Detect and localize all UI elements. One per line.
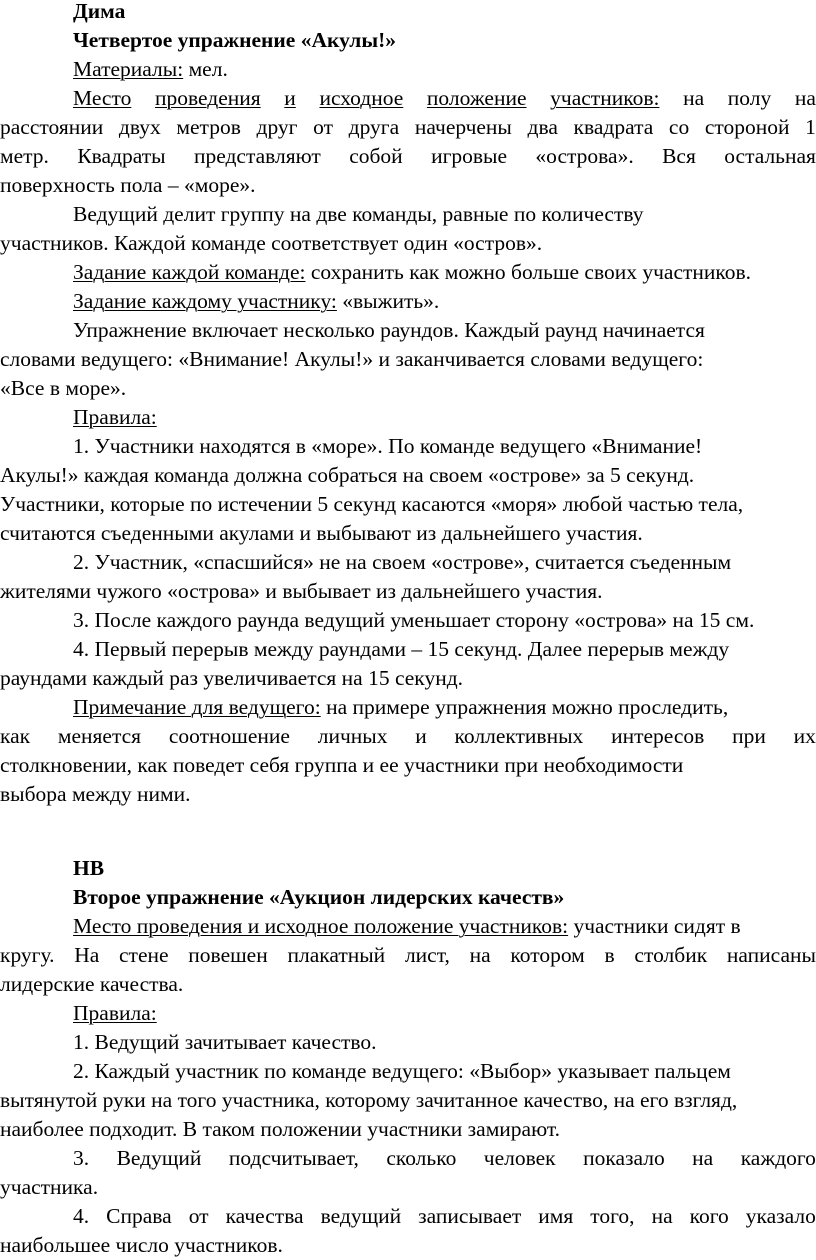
word: подсчитывает, (228, 1146, 359, 1170)
participant-task-label: Задание каждому участнику: (73, 289, 337, 313)
paragraph-text: лидерские качества. (0, 972, 184, 996)
rules-label: Правила: (73, 405, 157, 429)
word: личных (317, 724, 388, 748)
word: имя (538, 1204, 574, 1228)
rule-line (0, 1231, 816, 1260)
rule-text: раундами каждый раз увеличивается на 15 секунд. (0, 666, 464, 690)
word: Вся (662, 144, 696, 168)
rule-line (0, 1028, 816, 1057)
paragraph-line (0, 113, 816, 142)
word: повешен (188, 943, 268, 967)
rule-line (0, 490, 816, 519)
rule-text: 2. Каждый участник по команде ведущего: «Выбор» указывает пальцем (73, 1059, 731, 1083)
paragraph-line (0, 84, 816, 113)
word: написаны (726, 943, 816, 967)
word: двух (118, 115, 161, 139)
rule-line (0, 1202, 816, 1231)
word: «острова». (535, 144, 634, 168)
word: лист, (404, 943, 450, 967)
word: и (284, 86, 296, 110)
word: друга (348, 115, 400, 139)
word: сколько (386, 1146, 457, 1170)
word: исходное (319, 86, 404, 110)
rule-text: жителями чужого «острова» и выбывает из дальнейшего участия. (0, 579, 603, 603)
word: на (692, 1146, 714, 1170)
rule-text: участника. (0, 1175, 99, 1199)
word: записывает (418, 1204, 522, 1228)
rule-text: 1. Участники находятся в «море». По команде ведущего «Внимание! (73, 434, 703, 458)
word: меняется (57, 724, 142, 748)
rule-text: 2. Участник, «спасшийся» не на своем «острове», считается съеденным (73, 550, 732, 574)
rule-line (0, 635, 816, 664)
note-line (0, 693, 816, 722)
rules-label: Правила: (73, 1001, 157, 1025)
word: участников: (550, 86, 660, 110)
note-line (0, 751, 816, 780)
rule-text: 1. Ведущий зачитывает качество. (73, 1030, 377, 1054)
paragraph-line (0, 316, 816, 345)
team-task-line (0, 258, 816, 287)
rule-line (0, 1115, 816, 1144)
rule-line (0, 606, 816, 635)
paragraph-line (0, 171, 816, 200)
rule-line (0, 664, 816, 693)
author-name: НВ (73, 856, 105, 880)
section-gap (0, 809, 816, 854)
word: положение (426, 86, 527, 110)
word: игровые (431, 144, 508, 168)
word: интересов (611, 724, 705, 748)
note-line (0, 780, 816, 809)
word: На (74, 943, 100, 967)
rule-line (0, 461, 816, 490)
materials-text: мел. (183, 57, 228, 81)
paragraph-line (0, 229, 816, 258)
word: проведения (154, 86, 261, 110)
word: в (604, 943, 615, 967)
word: качества (225, 1204, 304, 1228)
word: ведущий (320, 1204, 402, 1228)
paragraph-text: участники сидят в (568, 914, 741, 938)
word: расстоянии (0, 115, 104, 139)
exercise-section-auction (0, 854, 816, 1260)
rule-line (0, 1057, 816, 1086)
paragraph-line (0, 345, 816, 374)
rule-line (0, 1144, 816, 1173)
rule-text: наиболее подходит. В таком положении участники замирают. (0, 1117, 561, 1141)
word: как (0, 724, 31, 748)
note-text: на примере упражнения можно проследить, (320, 695, 729, 719)
author-name: Дима (73, 0, 126, 23)
paragraph-text: участников. Каждой команде соответствует один «остров». (0, 231, 543, 255)
paragraph-line (0, 142, 816, 171)
paragraph-line (0, 941, 816, 970)
note-text: столкновении, как поведет себя группа и ее участники при необходимости (0, 753, 684, 777)
paragraph-text: Упражнение включает несколько раундов. Каждый раунд начинается (73, 318, 705, 342)
word: 3. (73, 1146, 90, 1170)
word: метр. (0, 144, 49, 168)
note-line (0, 722, 816, 751)
participant-task-line (0, 287, 816, 316)
rules-heading-line (0, 999, 816, 1028)
exercise-title: Второе упражнение «Аукцион лидерских качеств» (73, 885, 565, 909)
word: Справа (106, 1204, 172, 1228)
word: на (651, 1204, 673, 1228)
word: указало (745, 1204, 816, 1228)
word: два (527, 115, 558, 139)
word: соотношение (168, 724, 290, 748)
team-task-label: Задание каждой команде: (73, 260, 306, 284)
word: 1 (805, 115, 816, 139)
paragraph-line (0, 970, 816, 999)
rule-line (0, 1086, 816, 1115)
word: остальная (724, 144, 816, 168)
word: кругу. (0, 943, 55, 967)
word: показало (583, 1146, 665, 1170)
rule-line (0, 548, 816, 577)
rule-text: Участники, которые по истечении 5 секунд касаются «моря» любой частью тела, (0, 492, 744, 516)
word: человек (483, 1146, 556, 1170)
rule-text: 3. После каждого раунда ведущий уменьшает сторону «острова» на 15 см. (73, 608, 755, 632)
rule-line (0, 432, 816, 461)
word: со (668, 115, 690, 139)
word: начерчены (414, 115, 512, 139)
word: представляют (193, 144, 321, 168)
word: 4. (73, 1204, 90, 1228)
note-label: Примечание для ведущего: (73, 695, 321, 719)
word: Квадраты (77, 144, 166, 168)
paragraph-text: Ведущий делит группу на две команды, равные по количеству (73, 202, 644, 226)
rule-text: наибольшее число участников. (0, 1233, 283, 1257)
location-label: Место проведения и исходное положение участников: (73, 914, 569, 938)
word: на (794, 86, 816, 110)
word: плакатный (287, 943, 386, 967)
rule-text: 4. Первый перерыв между раундами – 15 секунд. Далее перерыв между (73, 637, 730, 661)
word: полу (727, 86, 772, 110)
exercise-title: Четвертое упражнение «Акулы!» (73, 28, 397, 52)
materials-label: Материалы: (73, 57, 184, 81)
word: метров (176, 115, 241, 139)
word: каждого (740, 1146, 816, 1170)
word: друг (256, 115, 298, 139)
word: и (415, 724, 427, 748)
word: квадрата (573, 115, 654, 139)
paragraph-text: поверхность пола – «море». (0, 173, 256, 197)
rule-text: считаются съеденными акулами и выбывают из дальнейшего участия. (0, 521, 643, 545)
word: на (469, 943, 491, 967)
word: от (188, 1204, 209, 1228)
rule-line (0, 577, 816, 606)
paragraph-text: «Все в море». (0, 376, 127, 400)
word: стороной (704, 115, 790, 139)
paragraph-text: словами ведущего: «Внимание! Акулы!» и заканчивается словами ведущего: (0, 347, 704, 371)
word: собой (349, 144, 403, 168)
word: от (313, 115, 333, 139)
note-text: выбора между ними. (0, 782, 191, 806)
rule-text: Акулы!» каждая команда должна собраться на своем «острове» за 5 секунд. (0, 463, 695, 487)
rule-text: вытянутой руки на того участника, которому зачитанное качество, на его взгляд, (0, 1088, 738, 1112)
paragraph-text: «выжить». (336, 289, 440, 313)
word: котором (510, 943, 585, 967)
word: Ведущий (116, 1146, 202, 1170)
word: на (683, 86, 705, 110)
word: стене (119, 943, 169, 967)
rule-line (0, 519, 816, 548)
materials-line (0, 55, 816, 84)
word: кого (689, 1204, 729, 1228)
paragraph-text: сохранить как можно больше своих участников. (305, 260, 752, 284)
word: их (793, 724, 816, 748)
word: коллективных (454, 724, 584, 748)
word: при (732, 724, 766, 748)
location-line (0, 912, 816, 941)
paragraph-line (0, 374, 816, 403)
word: того, (590, 1204, 635, 1228)
word: столбик (634, 943, 708, 967)
paragraph-line (0, 200, 816, 229)
rules-heading-line (0, 403, 816, 432)
rule-line (0, 1173, 816, 1202)
word: Место (73, 86, 132, 110)
